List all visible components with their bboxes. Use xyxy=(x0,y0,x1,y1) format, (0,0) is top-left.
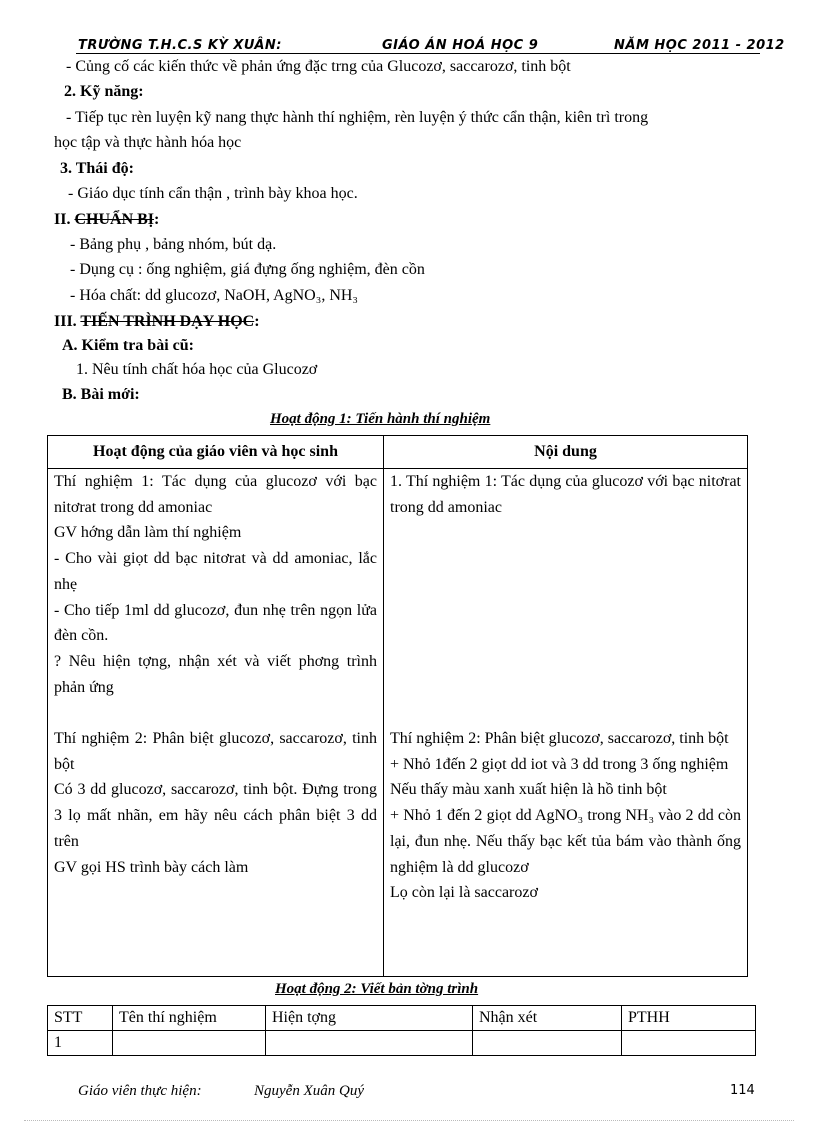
left-text-1: Thí nghiệm 1: Tác dụng của glucozơ với bạc nitơrat trong dd amoniac xyxy=(54,473,377,516)
activity2-row-stt: 1 xyxy=(48,1031,113,1056)
right-text-1: 1. Thí nghiệm 1: Tác dụng của glucozơ với bạc nitơrat trong dd amoniac xyxy=(390,473,741,516)
bottom-divider xyxy=(24,1120,794,1121)
activity2-row-phenomenon xyxy=(266,1031,473,1056)
left-text-4: - Cho tiếp 1ml dd glucozơ, đun nhẹ trên ngọn lửa đèn cồn. xyxy=(54,601,377,645)
header-subject: GIÁO ÁN HOÁ HỌC 9 xyxy=(382,38,539,53)
header-school: TRƯỜNG T.H.C.S KỲ XUÂN: xyxy=(78,38,282,53)
right-text-4: Nếu thấy màu xanh xuất hiện là hồ tinh bột xyxy=(390,781,667,799)
activity1-col-right-header: Nội dung xyxy=(384,436,748,469)
preparation-item-1: - Bảng phụ , bảng nhóm, bút dạ. xyxy=(70,236,277,253)
activity2-table xyxy=(47,1005,756,1056)
process-heading: III. TIẾN TRÌNH DẠY HỌC: xyxy=(54,313,260,330)
activity2-row-equation xyxy=(622,1031,756,1056)
activity2-row-name xyxy=(113,1031,266,1056)
right-text-2: Thí nghiệm 2: Phân biệt glucozơ, saccarozơ, tinh bột xyxy=(390,730,729,747)
skills-line-2: học tập và thực hành hóa học xyxy=(54,134,242,151)
skills-title: 2. Kỹ năng: xyxy=(64,83,144,100)
review-title: A. Kiểm tra bài cũ: xyxy=(62,337,194,354)
header-rule xyxy=(76,53,760,54)
footer-teacher-label: Giáo viên thực hiện: xyxy=(78,1083,202,1099)
activity2-header-name: Tên thí nghiệm xyxy=(113,1006,266,1031)
preparation-heading: II. CHUẨN BỊ: xyxy=(54,211,160,228)
knowledge-line: - Củng cố các kiến thức về phản ứng đặc trng của Glucozơ, saccarozơ, tinh bột xyxy=(66,58,571,75)
header-year: NĂM HỌC 2011 - 2012 xyxy=(614,38,785,53)
activity1-col-left-header: Hoạt động của giáo viên và học sinh xyxy=(48,436,384,469)
activity1-title: Hoạt động 1: Tiến hành thí nghiệm xyxy=(270,411,491,427)
activity2-header-stt: STT xyxy=(48,1006,113,1031)
right-text-6: Lọ còn lại là saccarozơ xyxy=(390,884,538,902)
activity2-row-remark xyxy=(473,1031,622,1056)
right-text-3: + Nhỏ 1đến 2 giọt dd iot và 3 dd trong 3 ống nghiệm xyxy=(390,755,729,773)
activity2-header-phenomenon: Hiện tợng xyxy=(266,1006,473,1031)
review-item: 1. Nêu tính chất hóa học của Glucozơ xyxy=(76,361,318,378)
right-text-5: + Nhỏ 1 đến 2 giọt dd AgNO₃ trong NH₃ vào 2 dd còn lại, đun nhẹ. Nếu thấy bạc kết tủa bám vào thành ống nghiệm là dd glucozơ xyxy=(390,807,741,876)
left-text-2: GV hớng dẫn làm thí nghiệm xyxy=(54,524,242,542)
left-text-8: GV gọi HS trình bày cách làm xyxy=(54,858,249,876)
activity2-header-remark: Nhận xét xyxy=(473,1006,622,1031)
preparation-item-3: - Hóa chất: dd glucozơ, NaOH, AgNO₃, NH₃ xyxy=(70,287,358,304)
attitude-line: - Giáo dục tính cẩn thận , trình bày khoa học. xyxy=(68,185,358,202)
skills-line-1: - Tiếp tục rèn luyện kỹ nang thực hành thí nghiệm, rèn luyện ý thức cẩn thận, kiên trì trong xyxy=(66,109,649,126)
page-number: 114 xyxy=(730,1083,755,1098)
activity1-left-cell xyxy=(48,469,384,977)
left-text-7: Có 3 dd glucozơ, saccarozơ, tinh bột. Đựng trong 3 lọ mất nhãn, em hãy nêu cách phân biệt 3 dd trên xyxy=(54,781,377,850)
left-text-5: ? Nêu hiện tợng, nhận xét và viết phơng trình phản ứng xyxy=(54,652,377,696)
activity1-table xyxy=(47,435,748,977)
left-text-6: Thí nghiệm 2: Phân biệt glucozơ, saccarozơ, tinh bột xyxy=(54,730,377,773)
left-text-3: - Cho vài giọt dd bạc nitơrat và dd amoniac, lắc nhẹ xyxy=(54,550,377,593)
attitude-title: 3. Thái độ: xyxy=(60,160,134,177)
activity2-title: Hoạt động 2: Viết bản tờng trình xyxy=(275,981,479,997)
activity1-right-cell xyxy=(384,469,748,977)
footer-teacher-name: Nguyễn Xuân Quý xyxy=(254,1083,364,1099)
new-lesson-title: B. Bài mới: xyxy=(62,386,140,403)
preparation-item-2: - Dụng cụ : ống nghiệm, giá đựng ống nghiệm, đèn cồn xyxy=(70,261,425,278)
activity2-header-equation: PTHH xyxy=(622,1006,756,1031)
